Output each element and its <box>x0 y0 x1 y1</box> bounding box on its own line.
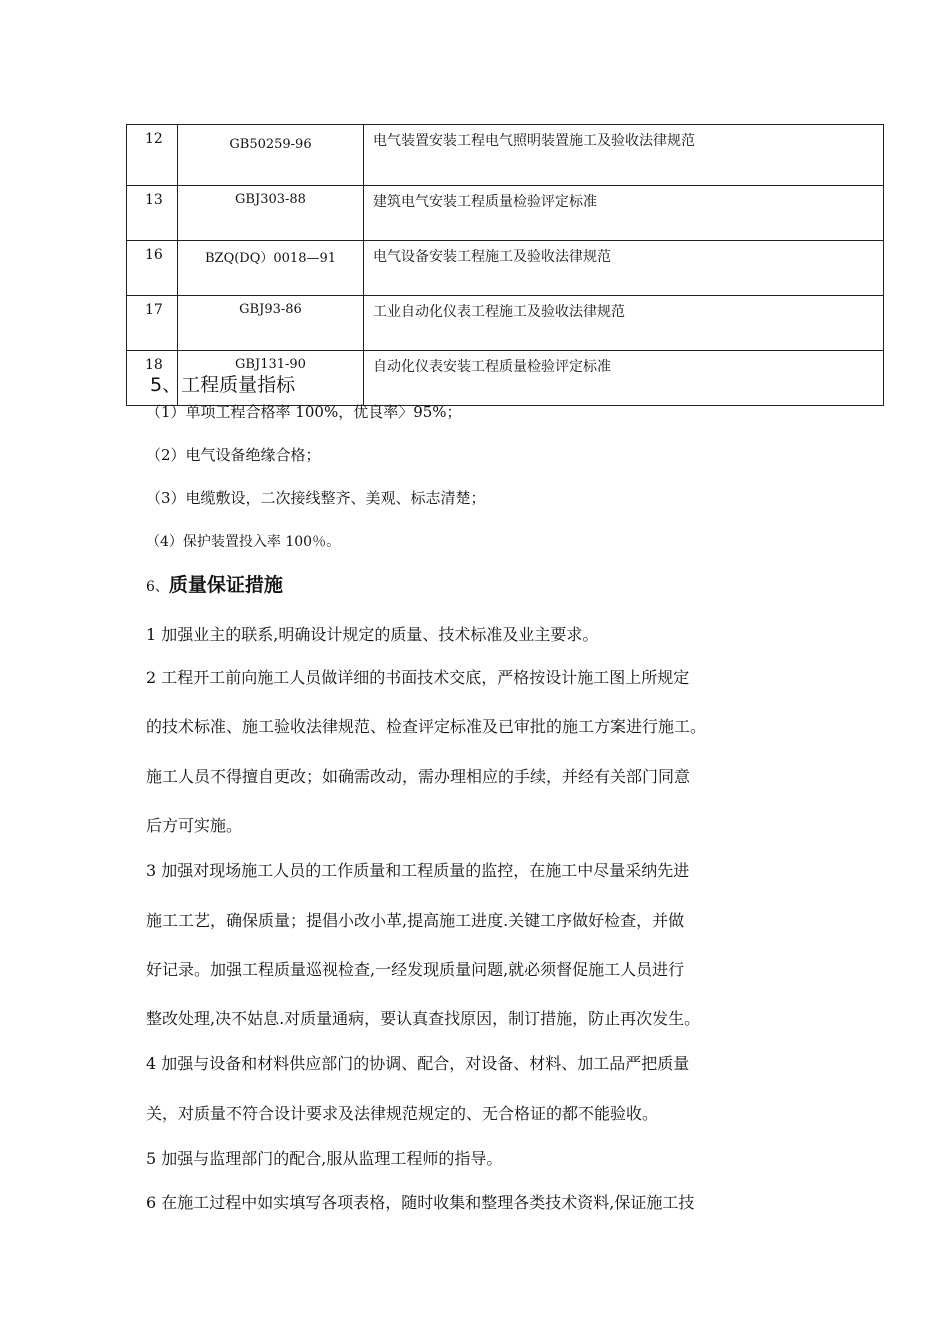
paragraph-line: 整改处理,决不姑息.对质量通病，要认真查找原因，制订措施，防止再次发生。 <box>146 1009 701 1028</box>
table-row <box>127 296 884 351</box>
table-row <box>127 186 884 241</box>
quality-index-item: （4）保护装置投入率 100％。 <box>146 534 341 550</box>
standard-name: 建筑电气安装工程质量检验评定标准 <box>364 186 884 241</box>
quality-index-item: （1）单项工程合格率 100%，优良率〉95%； <box>146 403 462 421</box>
table-row <box>127 125 884 186</box>
standard-name: 自动化仪表安装工程质量检验评定标准 <box>364 351 884 406</box>
standard-code: BZQ(DQ）0018—91 <box>178 241 364 296</box>
standard-code: GBJ131-90 <box>178 351 364 406</box>
section-6-number: 6、 <box>146 579 169 595</box>
section-6-heading <box>146 570 283 597</box>
paragraph-line: 3 加强对现场施工人员的工作质量和工程质量的监控，在施工中尽量采纳先进 <box>146 861 690 880</box>
table-row <box>127 241 884 296</box>
paragraph-line: 好记录。加强工程质量巡视检查,一经发现质量问题,就必须督促施工人员进行 <box>146 960 685 979</box>
standard-code: GB50259-96 <box>178 125 364 186</box>
row-number: 17 <box>127 296 178 351</box>
section-5-heading: 5、工程质量指标 <box>150 374 296 396</box>
standard-name: 电气设备安装工程施工及验收法律规范 <box>364 241 884 296</box>
paragraph-line: 关，对质量不符合设计要求及法律规范规定的、无合格证的都不能验收。 <box>146 1104 659 1123</box>
paragraph-line: 4 加强与设备和材料供应部门的协调、配合，对设备、材料、加工品严把质量 <box>146 1054 690 1073</box>
paragraph-line: 的技术标准、施工验收法律规范、检查评定标准及已审批的施工方案进行施工。 <box>146 717 707 736</box>
row-number: 18 <box>127 351 178 406</box>
row-number: 16 <box>127 241 178 296</box>
row-number: 12 <box>127 125 178 186</box>
paragraph-line: 施工人员不得擅自更改；如确需改动，需办理相应的手续，并经有关部门同意 <box>146 767 691 786</box>
paragraph-line: 1 加强业主的联系,明确设计规定的质量、技术标准及业主要求。 <box>146 625 599 644</box>
section-6-title: 质量保证措施 <box>168 574 283 596</box>
quality-index-item: （2）电气设备绝缘合格； <box>146 446 321 464</box>
quality-index-item: （3）电缆敷设，二次接线整齐、美观、标志清楚； <box>146 489 486 507</box>
standards-table <box>126 124 884 406</box>
standard-name: 电气装置安装工程电气照明装置施工及验收法律规范 <box>364 125 884 186</box>
paragraph-line: 施工工艺，确保质量；提倡小改小革,提高施工进度.关键工序做好检查，并做 <box>146 911 685 930</box>
paragraph-line: 6 在施工过程中如实填写各项表格，随时收集和整理各类技术资料,保证施工技 <box>146 1193 695 1212</box>
row-number: 13 <box>127 186 178 241</box>
paragraph-line: 后方可实施。 <box>146 816 243 835</box>
standard-name: 工业自动化仪表工程施工及验收法律规范 <box>364 296 884 351</box>
standard-code: GBJ93-86 <box>178 296 364 351</box>
paragraph-line: 5 加强与监理部门的配合,服从监理工程师的指导。 <box>146 1149 503 1168</box>
standard-code: GBJ303-88 <box>178 186 364 241</box>
paragraph-line: 2 工程开工前向施工人员做详细的书面技术交底，严格按设计施工图上所规定 <box>146 668 690 687</box>
